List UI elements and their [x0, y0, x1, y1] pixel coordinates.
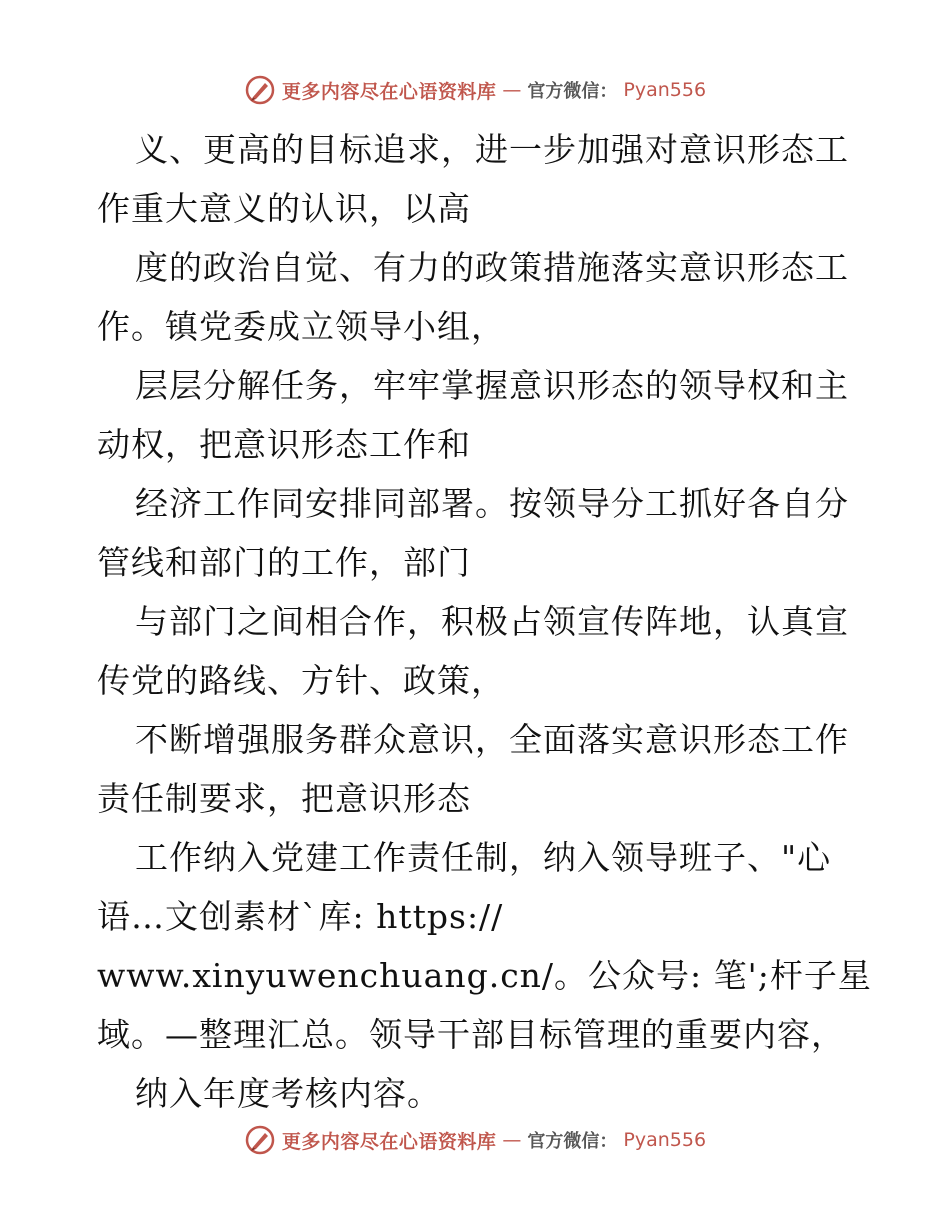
paragraph-line: 语…文创素材`库: https:// [97, 897, 504, 936]
paragraph-line: 经济工作同安排同部署。按领导分工抓好各自分 [135, 484, 849, 523]
paragraph-line: 工作纳入党建工作责任制，纳入领导班子、"心 [135, 838, 832, 877]
paragraph-line: 管线和部门的工作，部门 [97, 543, 471, 582]
paragraph-line: 层层分解任务，牢牢掌握意识形态的领导权和主 [135, 366, 849, 405]
wechat-id: Pyan556 [623, 1129, 707, 1151]
brand-text: 更多内容尽在心语资料库 [281, 1130, 497, 1153]
header-banner [0, 70, 950, 110]
paragraph-line: 与部门之间相合作，积极占领宣传阵地，认真宣 [135, 602, 849, 641]
paragraph-line: 作。镇党委成立领导小组， [97, 307, 505, 346]
paragraph-line: 域。—整理汇总。领导干部目标管理的重要内容， [97, 1015, 845, 1054]
banner-separator: — [502, 1129, 522, 1151]
wechat-label: 官方微信： [527, 1131, 618, 1152]
paragraph-line: 传党的路线、方针、政策， [97, 661, 505, 700]
paragraph-line: 动权，把意识形态工作和 [97, 425, 471, 464]
footer-banner [0, 1120, 950, 1160]
paragraph-line: 纳入年度考核内容。 [135, 1074, 441, 1113]
paragraph-line: 度的政治自觉、有力的政策措施落实意识形态工 [135, 248, 849, 287]
document-body [97, 120, 872, 1123]
paragraph-line: 作重大意义的认识，以高 [97, 189, 471, 228]
paragraph-line: 不断增强服务群众意识，全面落实意识形态工作 [135, 720, 849, 759]
paragraph-line: 责任制要求，把意识形态 [97, 779, 471, 818]
quill-pen-icon [244, 74, 276, 106]
wechat-label: 官方微信： [527, 81, 618, 102]
quill-pen-icon [244, 1124, 276, 1156]
banner-separator: — [502, 79, 522, 101]
paragraph-line: www.xinyuwenchuang.cn/。公众号: 笔';杆子星 [97, 956, 872, 995]
brand-text: 更多内容尽在心语资料库 [281, 80, 497, 103]
wechat-id: Pyan556 [623, 79, 707, 101]
paragraph-line: 义、更高的目标追求，进一步加强对意识形态工 [135, 130, 849, 169]
